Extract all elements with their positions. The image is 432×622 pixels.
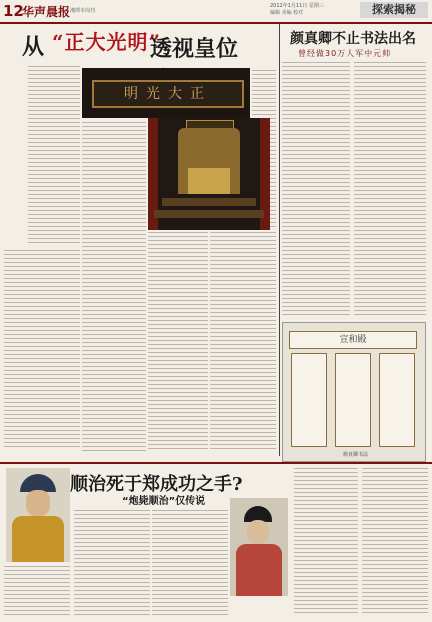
throne-seat bbox=[188, 168, 230, 194]
editor-line: 编辑 美编 校对 bbox=[270, 10, 304, 16]
calligraphy-photo bbox=[282, 322, 426, 462]
throne-photo bbox=[148, 118, 270, 230]
column-divider bbox=[279, 24, 280, 456]
article-column bbox=[148, 232, 208, 452]
calligraphy-scroll-vertical bbox=[291, 353, 327, 447]
throne-step bbox=[154, 210, 264, 218]
right-headline: 颜真卿不止书法出名 bbox=[290, 31, 416, 47]
article-column bbox=[152, 510, 228, 618]
plaque-photo bbox=[82, 68, 250, 118]
top-headline bbox=[22, 26, 252, 60]
portrait-robe bbox=[12, 516, 64, 562]
section-divider bbox=[0, 462, 432, 464]
scroll-text: 宣和殿 bbox=[339, 335, 367, 345]
masthead-brand: 华声晨报 bbox=[22, 5, 71, 19]
masthead-tagline: 湘潭本周刊 bbox=[70, 8, 96, 14]
article-column bbox=[82, 122, 146, 452]
headline-rest: 透视皇位 bbox=[150, 36, 239, 62]
throne-step bbox=[162, 198, 256, 206]
section-title: 探索揭秘 bbox=[360, 2, 428, 18]
portrait-robe bbox=[236, 544, 282, 596]
article-column bbox=[4, 566, 70, 618]
shunzhi-portrait bbox=[6, 468, 70, 562]
article-column bbox=[354, 62, 426, 318]
bottom-headline: 顺治死于郑成功之手? bbox=[70, 474, 243, 495]
calligraphy-scroll-vertical bbox=[335, 353, 371, 447]
bottom-subhead: “炮毙顺治”仅传说 bbox=[122, 496, 206, 507]
article-column bbox=[294, 468, 358, 616]
page-header bbox=[0, 0, 432, 24]
date-text: 2012年1月11日 星期三 bbox=[270, 3, 324, 9]
date-line bbox=[270, 3, 324, 17]
zheng-chenggong-portrait bbox=[230, 498, 288, 596]
page-number: 12 bbox=[3, 2, 24, 20]
calligraphy-scroll bbox=[289, 331, 417, 349]
right-subhead: 曾经做30万人军中元帅 bbox=[298, 49, 392, 58]
plaque-text: 明光大正 bbox=[124, 86, 212, 102]
article-column bbox=[4, 250, 80, 450]
portrait-face bbox=[26, 490, 50, 516]
plaque-board bbox=[92, 80, 244, 108]
article-column bbox=[210, 232, 276, 452]
article-column bbox=[282, 62, 350, 318]
portrait-face bbox=[247, 520, 269, 544]
calligraphy-scroll-vertical bbox=[379, 353, 415, 447]
article-column bbox=[74, 510, 150, 618]
calligraphy-caption: 颜真卿书法 bbox=[343, 452, 369, 458]
headline-prefix: 从 bbox=[22, 34, 45, 60]
article-column bbox=[362, 468, 428, 616]
headline-quote: “正大光明” bbox=[52, 30, 162, 54]
article-column bbox=[28, 66, 80, 244]
